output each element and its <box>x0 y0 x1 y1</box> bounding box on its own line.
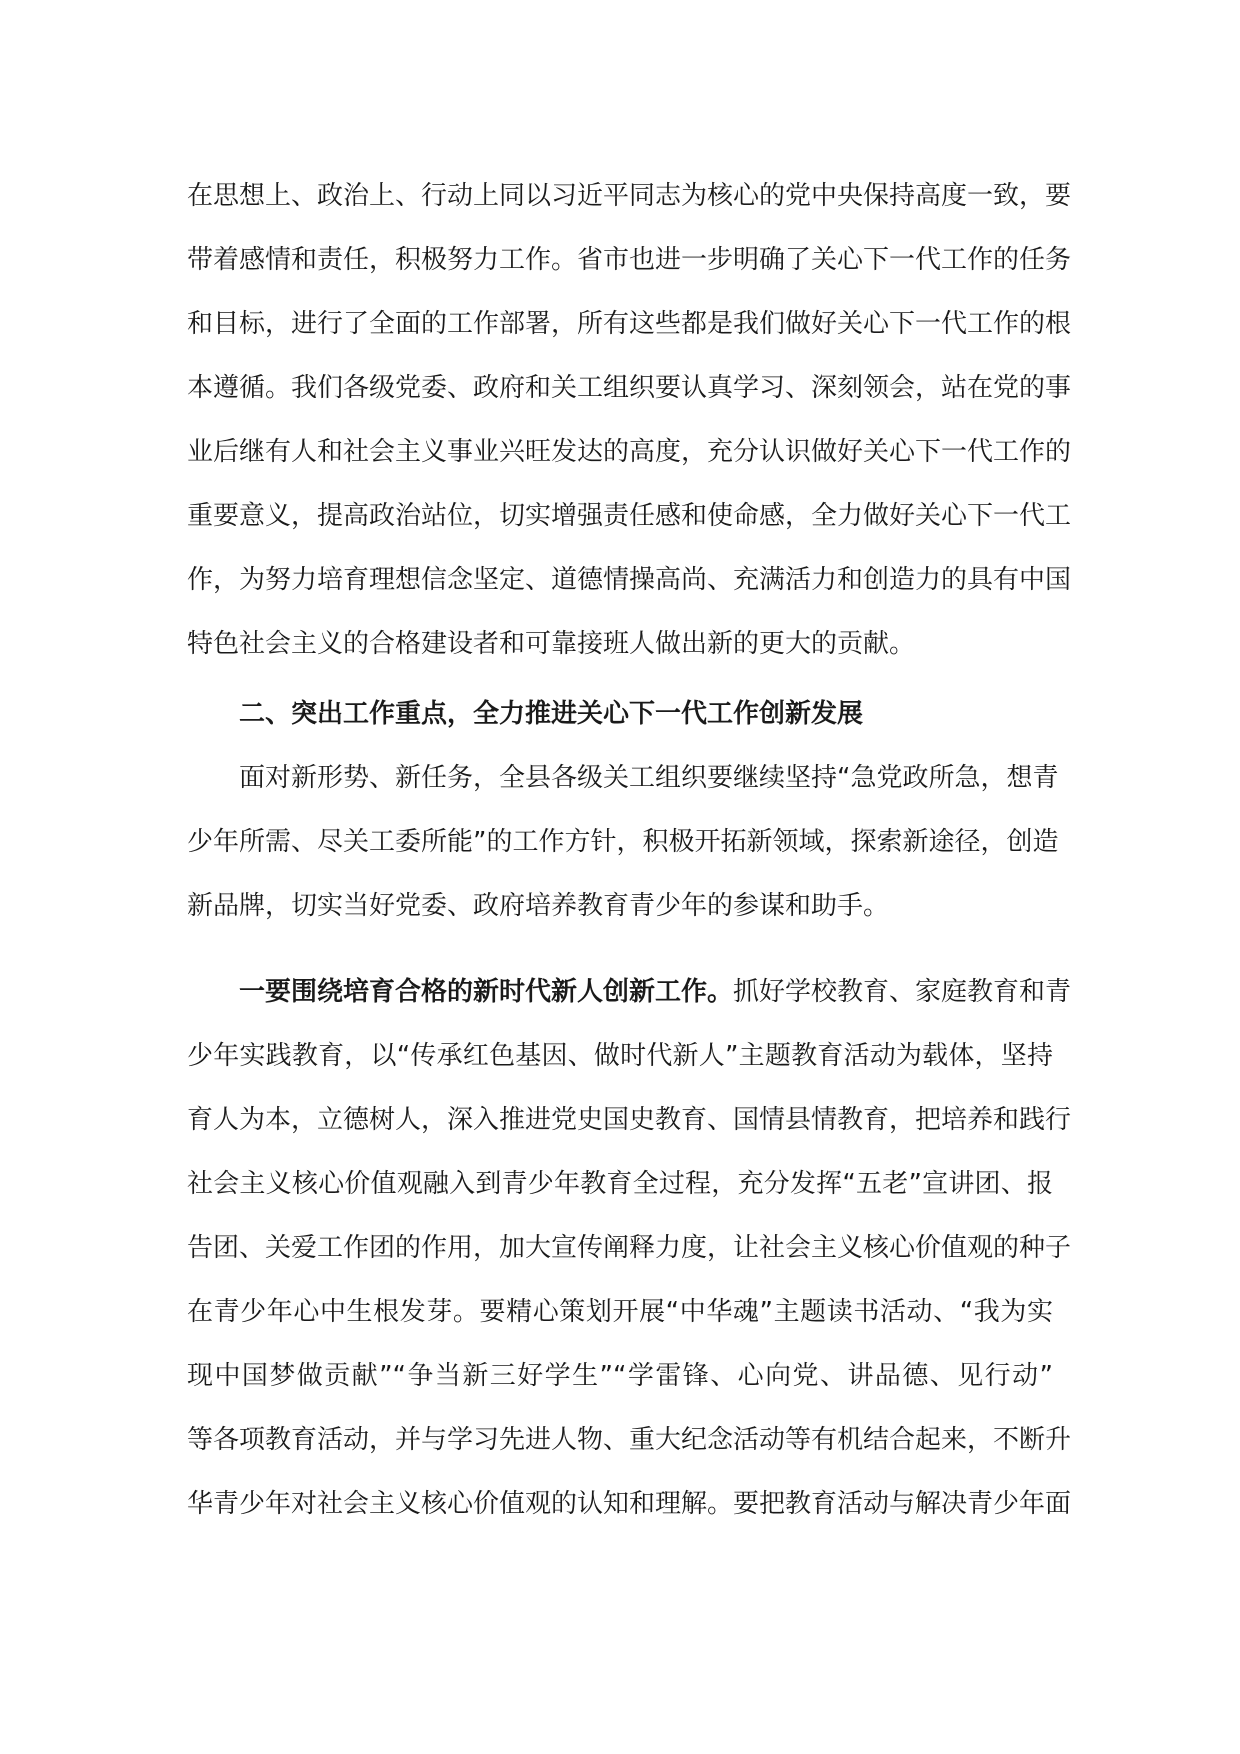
paragraph-line: 带着感情和责任，积极努力工作。省市也进一步明确了关心下一代工作的任务 <box>187 245 1072 275</box>
section-heading-block <box>187 682 1053 746</box>
paragraph-line: 少年所需、尽关工委所能”的工作方针，积极开拓新领域，探索新途径，创造 <box>187 827 1059 857</box>
paragraph-line: 告团、关爱工作团的作用，加大宣传阐释力度，让社会主义核心价值观的种子 <box>187 1233 1072 1263</box>
paragraph-line: 面对新形势、新任务，全县各级关工组织要继续坚持“急党政所急，想青 <box>239 763 1059 793</box>
paragraph-line: 少年实践教育，以“传承红色基因、做时代新人”主题教育活动为载体，坚持 <box>187 1041 1053 1071</box>
paragraph-lead-bold: 一要围绕培育合格的新时代新人创新工作。 <box>239 977 734 1007</box>
paragraph-line: 华青少年对社会主义核心价值观的认知和理解。要把教育活动与解决青少年面 <box>187 1489 1072 1519</box>
paragraph-line: 等各项教育活动，并与学习先进人物、重大纪念活动等有机结合起来，不断升 <box>187 1425 1072 1455</box>
paragraph-line: 在思想上、政治上、行动上同以习近平同志为核心的党中央保持高度一致，要 <box>187 181 1072 211</box>
paragraph-line: 作，为努力培育理想信念坚定、道德情操高尚、充满活力和创造力的具有中国 <box>187 565 1072 595</box>
paragraph-line: 育人为本，立德树人，深入推进党史国史教育、国情县情教育，把培养和践行 <box>187 1105 1072 1135</box>
paragraph-line: 重要意义，提高政治站位，切实增强责任感和使命感，全力做好关心下一代工 <box>187 501 1072 531</box>
paragraph-line: 社会主义核心价值观融入到青少年教育全过程，充分发挥“五老”宣讲团、报 <box>187 1169 1053 1199</box>
paragraph-line: 本遵循。我们各级党委、政府和关工组织要认真学习、深刻领会，站在党的事 <box>187 373 1072 403</box>
paragraph-line: 业后继有人和社会主义事业兴旺发达的高度，充分认识做好关心下一代工作的 <box>187 437 1072 467</box>
paragraph-line: 和目标，进行了全面的工作部署，所有这些都是我们做好关心下一代工作的根 <box>187 309 1072 339</box>
section-heading: 二、突出工作重点，全力推进关心下一代工作创新发展 <box>239 699 864 729</box>
paragraph-line: 特色社会主义的合格建设者和可靠接班人做出新的更大的贡献。 <box>187 629 916 659</box>
paragraph-1 <box>187 164 1072 676</box>
paragraph-2 <box>187 746 1059 938</box>
paragraph-3 <box>187 960 1072 1536</box>
paragraph-line <box>187 960 1072 1024</box>
paragraph-line: 在青少年心中生根发芽。要精心策划开展“中华魂”主题读书活动、“我为实 <box>187 1297 1053 1327</box>
paragraph-lead-rest: 抓好学校教育、家庭教育和青 <box>733 977 1072 1007</box>
paragraph-line: 现中国梦做贡献”“争当新三好学生”“学雷锋、心向党、讲品德、见行动” <box>187 1361 1053 1391</box>
paragraph-line: 新品牌，切实当好党委、政府培养教育青少年的参谋和助手。 <box>187 891 890 921</box>
